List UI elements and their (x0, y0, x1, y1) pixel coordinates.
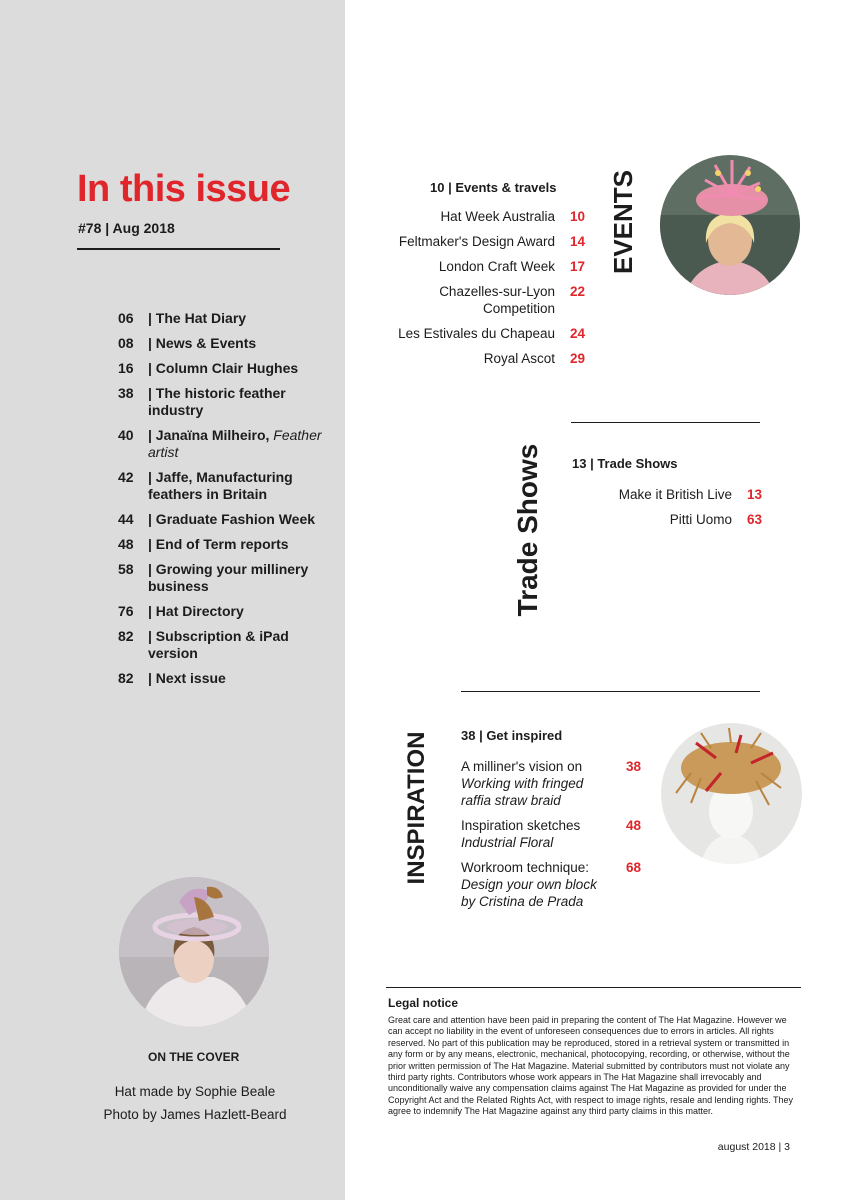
photo-credit: Photo by James Hazlett-Beard (103, 1107, 287, 1122)
toc-item[interactable]: 48 | End of Term reports (118, 536, 289, 552)
toc-item[interactable]: 42 | Jaffe, Manufacturing feathers in Britain (118, 469, 293, 502)
page-footer: august 2018 | 3 (717, 1141, 790, 1153)
toc-item[interactable]: 82 | Subscription & iPad version (118, 628, 289, 661)
inspiration-photo (661, 723, 802, 864)
cover-photo (119, 877, 269, 1027)
cover-photo-illustration (119, 877, 269, 1027)
events-photo (660, 155, 800, 295)
list-item[interactable]: Inspiration sketches Industrial Floral 48 (461, 818, 641, 850)
toc-item[interactable]: 06 | The Hat Diary (118, 310, 247, 326)
inspiration-list (461, 758, 641, 918)
section-divider (571, 422, 760, 423)
trade-section-label: Trade Shows (512, 443, 543, 617)
hat-credit: Hat made by Sophie Beale (114, 1084, 276, 1099)
events-list (380, 208, 585, 375)
contents-list (118, 310, 338, 695)
list-item[interactable]: A milliner's vision on Working with fringed raffia straw braid 38 (461, 759, 641, 808)
legal-text: Great care and attention have been paid in preparing the content of The Hat Magazine. However we can accept no liability in the event of unforeseen consequences due to errors in articles. All rights reserved. No part of this publication may be reproduced, stored in a retrieval system or transmitted in any form or by any means, electronic, mechanical, photocopying, recording, or otherwise, without the prior written permission of The Hat Magazine. Material submitted by contributors must not violate any third party rights. Contributors whose work appears in The Hat Magazine shall irrevocably and unconditionally waive any compensation claims against The Hat Magazine as provided for under the Copyright Act and the Related Rights Act, with respect to image rights, resale and lending rights. They agree to indemnify The Hat Magazine against any third party claims in this matter. (388, 1015, 794, 1117)
list-item[interactable]: Feltmaker's Design Award 14 (398, 234, 585, 249)
list-item[interactable]: Workroom technique: Design your own block by Cristina de Prada 68 (461, 860, 641, 909)
events-heading: 10 | Events & travels (430, 180, 557, 195)
events-photo-illustration (660, 155, 800, 295)
toc-item[interactable]: 16 | Column Clair Hughes (118, 360, 299, 376)
toc-item[interactable]: 08 | News & Events (118, 335, 257, 351)
inspiration-section-label: INSPIRATION (403, 731, 430, 885)
cover-heading: ON THE COVER (148, 1050, 240, 1064)
toc-item[interactable]: 44 | Graduate Fashion Week (118, 511, 316, 527)
list-item[interactable]: Hat Week Australia 10 (440, 209, 585, 224)
list-item[interactable]: Royal Ascot 29 (483, 351, 585, 366)
title-divider (77, 248, 280, 250)
inspiration-photo-illustration (661, 723, 802, 864)
inspiration-heading: 38 | Get inspired (461, 728, 563, 743)
list-item[interactable]: Pitti Uomo 63 (669, 512, 762, 527)
toc-item[interactable]: 82 | Next issue (118, 670, 226, 686)
list-item[interactable]: Les Estivales du Chapeau 24 (398, 326, 585, 341)
toc-item[interactable]: 38 | The historic feather industry (118, 385, 286, 418)
toc-item[interactable]: 76 | Hat Directory (118, 603, 244, 619)
trade-list (570, 486, 762, 536)
list-item[interactable]: Chazelles-sur-Lyon Competition 22 (439, 284, 585, 316)
list-item[interactable]: Make it British Live 13 (618, 487, 762, 502)
toc-item[interactable]: 58 | Growing your millinery business (118, 561, 309, 594)
page-title: In this issue (77, 168, 291, 210)
trade-heading: 13 | Trade Shows (572, 456, 678, 471)
legal-divider (386, 987, 801, 988)
issue-number: #78 | Aug 2018 (78, 220, 175, 236)
events-section-label: EVENTS (608, 169, 638, 275)
list-item[interactable]: London Craft Week 17 (438, 259, 585, 274)
section-divider (461, 691, 760, 692)
toc-item[interactable]: 40 | Janaïna Milheiro, Feather artist (118, 427, 322, 460)
legal-heading: Legal notice (388, 996, 459, 1010)
